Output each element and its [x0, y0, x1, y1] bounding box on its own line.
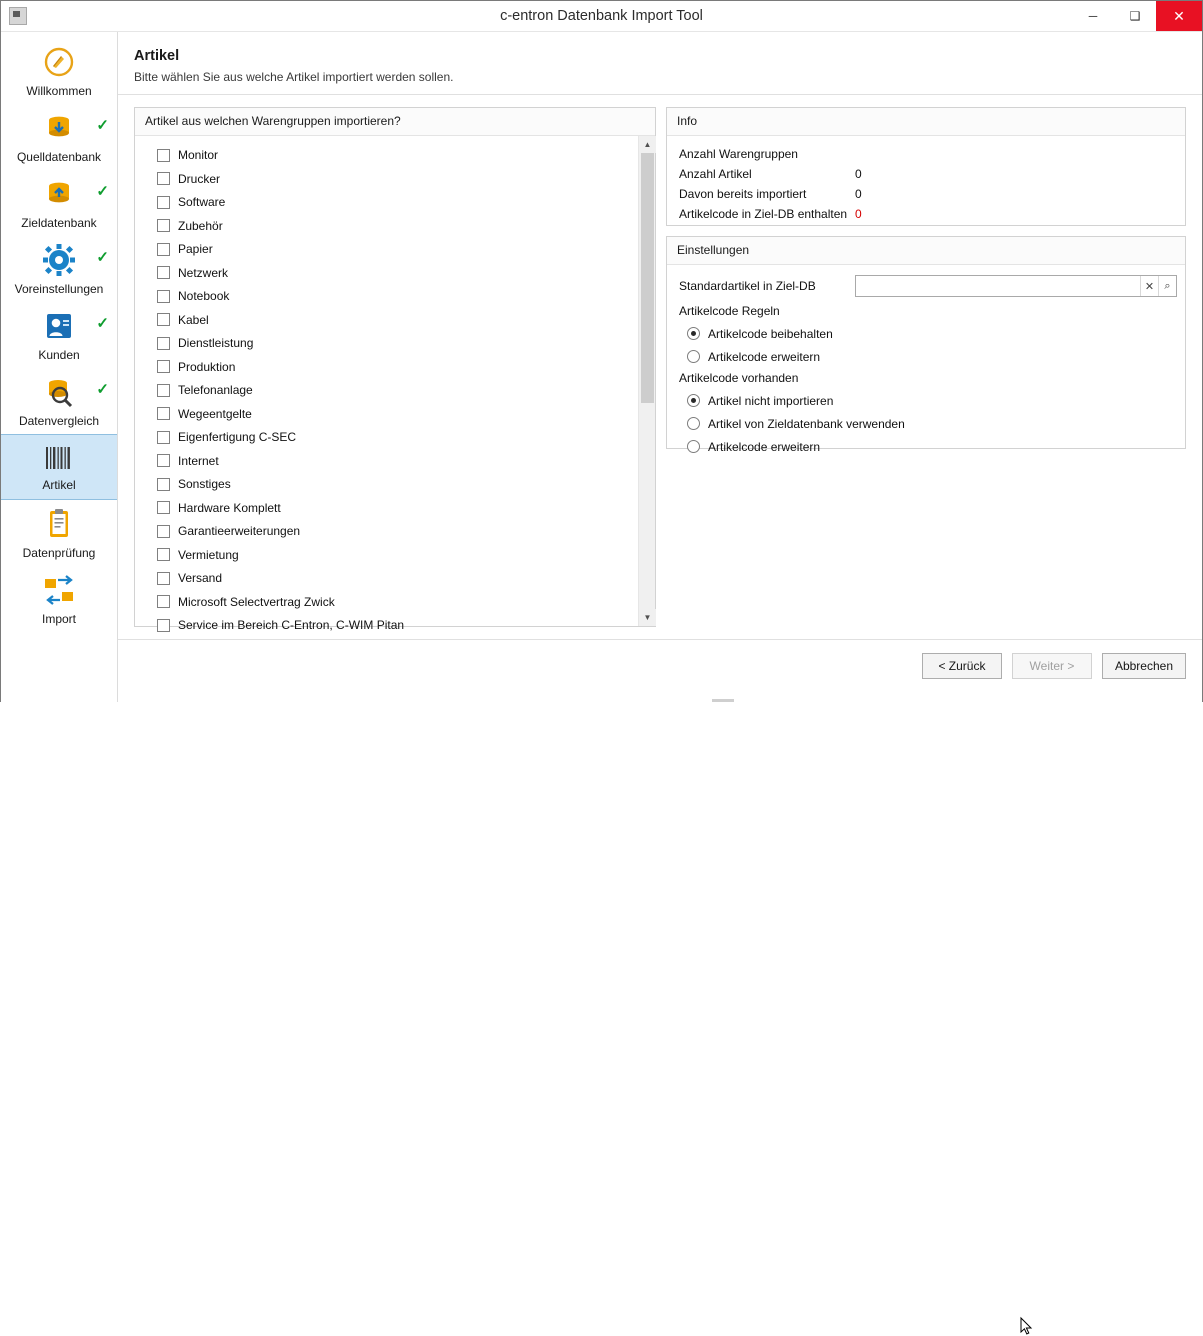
- radio-label: Artikel von Zieldatenbank verwenden: [708, 416, 905, 431]
- radio-row[interactable]: [679, 413, 1185, 434]
- warengruppe-label: Netzwerk: [178, 265, 229, 280]
- warengruppe-label: Drucker: [178, 171, 221, 186]
- warengruppe-row[interactable]: [157, 403, 638, 425]
- info-row-label: Artikelcode in Ziel-DB enthalten: [679, 207, 848, 221]
- info-row-value: 0: [855, 187, 862, 201]
- sidebar-item-label: Zieldatenbank: [21, 215, 97, 230]
- check-icon: ✓: [96, 117, 109, 134]
- radio-icon[interactable]: [687, 394, 700, 407]
- scroll-up-icon[interactable]: ▲: [639, 136, 656, 153]
- scroll-down-icon[interactable]: ▼: [639, 609, 656, 626]
- info-row-value: 0: [855, 167, 862, 181]
- radio-icon[interactable]: [687, 327, 700, 340]
- sidebar-item-label: Voreinstellungen: [14, 281, 104, 296]
- warengruppe-label: Wegeentgelte: [178, 406, 252, 421]
- warengruppe-row[interactable]: [157, 168, 638, 190]
- warengruppe-label: Internet: [178, 453, 219, 468]
- app-icon: [9, 7, 27, 25]
- checkbox-icon[interactable]: [157, 266, 170, 279]
- info-row: [679, 144, 1185, 164]
- radio-row[interactable]: [679, 323, 1185, 344]
- next-button[interactable]: Weiter >: [1012, 653, 1092, 679]
- sidebar-item-voreinstellungen[interactable]: [1, 236, 117, 302]
- sidebar-item-label: Willkommen: [26, 83, 92, 98]
- standardartikel-input-wrap[interactable]: [855, 275, 1177, 297]
- info-row-value: 0: [855, 207, 862, 221]
- warengruppe-label: Software: [178, 195, 226, 209]
- standardartikel-input[interactable]: [856, 276, 1140, 296]
- warengruppe-row[interactable]: [157, 544, 638, 566]
- checkbox-icon[interactable]: [157, 149, 170, 162]
- checkbox-icon[interactable]: [157, 525, 170, 538]
- artikelcode-vorhanden-label: Artikelcode vorhanden: [679, 371, 799, 385]
- radio-row[interactable]: [679, 436, 1185, 457]
- checkbox-icon[interactable]: [157, 595, 170, 608]
- mouse-cursor: [1021, 1318, 1033, 1336]
- warengruppe-row[interactable]: [157, 497, 638, 519]
- panes: [118, 95, 1202, 632]
- warengruppe-label: Zubehör: [178, 218, 223, 233]
- window-content: [1, 32, 1202, 702]
- radio-label: Artikel nicht importieren: [708, 393, 834, 408]
- check-icon: ✓: [96, 249, 109, 266]
- cancel-button[interactable]: Abbrechen: [1102, 653, 1186, 679]
- warengruppe-label: Eigenfertigung C-SEC: [178, 430, 297, 444]
- standardartikel-label: Standardartikel in Ziel-DB: [679, 279, 816, 293]
- info-row: [679, 184, 1185, 204]
- window-controls: [1072, 1, 1202, 31]
- check-icon: ✓: [96, 315, 109, 332]
- clipboard-icon: [42, 507, 76, 541]
- warengruppe-row[interactable]: [157, 356, 638, 378]
- minimize-button[interactable]: ─: [1088, 9, 1098, 23]
- warengruppe-label: Papier: [178, 242, 213, 256]
- clear-icon[interactable]: ✕: [1140, 276, 1158, 296]
- sidebar-item-label: Artikel: [42, 477, 76, 492]
- warengruppe-row[interactable]: [157, 591, 638, 613]
- warengruppe-row[interactable]: [157, 567, 638, 589]
- scrollbar-thumb[interactable]: [641, 153, 654, 403]
- checkbox-icon[interactable]: [157, 243, 170, 256]
- checkbox-icon[interactable]: [157, 501, 170, 514]
- warengruppen-groupbox: [134, 107, 656, 632]
- compass-icon: [42, 45, 76, 79]
- page-subtitle: Bitte wählen Sie aus welche Artikel importiert werden sollen.: [134, 70, 454, 84]
- right-pane: [666, 107, 1186, 627]
- warengruppe-label: Kabel: [178, 312, 209, 327]
- checkbox-icon[interactable]: [157, 337, 170, 350]
- warengruppe-label: Monitor: [178, 148, 219, 162]
- checkbox-icon[interactable]: [157, 384, 170, 397]
- warengruppe-row[interactable]: [157, 332, 638, 354]
- sidebar: [1, 32, 118, 702]
- warengruppe-label: Versand: [178, 571, 223, 585]
- einstellungen-body: [667, 265, 1185, 457]
- warengruppe-row[interactable]: [157, 215, 638, 237]
- database-upload-icon: [42, 177, 76, 211]
- checkbox-icon[interactable]: [157, 290, 170, 303]
- warengruppe-label: Microsoft Selectvertrag Zwick: [178, 594, 335, 609]
- warengruppe-label: Hardware Komplett: [178, 500, 281, 515]
- window-title: c-entron Datenbank Import Tool: [500, 8, 703, 24]
- user-card-icon: [42, 309, 76, 343]
- warengruppe-row[interactable]: [157, 238, 638, 260]
- info-row: [679, 204, 1185, 224]
- footer-buttons: [922, 653, 1186, 679]
- sidebar-item-datenpruefung[interactable]: [1, 500, 117, 566]
- checkbox-icon[interactable]: [157, 478, 170, 491]
- magnifier-database-icon: [42, 375, 76, 409]
- warengruppe-row[interactable]: [157, 262, 638, 284]
- warengruppe-label: Produktion: [178, 359, 236, 374]
- radio-icon[interactable]: [687, 440, 700, 453]
- warengruppe-label: Telefonanlage: [178, 383, 253, 397]
- warengruppe-row[interactable]: [157, 450, 638, 472]
- info-title: Info: [667, 108, 1185, 136]
- warengruppen-scrollbar[interactable]: [638, 136, 655, 626]
- sidebar-item-willkommen[interactable]: [1, 38, 117, 104]
- warengruppen-list[interactable]: [135, 136, 638, 632]
- maximize-button[interactable]: ❑: [1129, 9, 1141, 23]
- info-row: [679, 164, 1185, 184]
- artikelcode-regeln-options: [679, 323, 1185, 367]
- sidebar-item-quelldatenbank[interactable]: [1, 104, 117, 170]
- warengruppe-row[interactable]: [157, 520, 638, 542]
- checkbox-icon[interactable]: [157, 407, 170, 420]
- taskbar-indicator: [712, 699, 734, 702]
- warengruppe-row[interactable]: [157, 379, 638, 401]
- checkbox-icon[interactable]: [157, 431, 170, 444]
- sidebar-item-kunden[interactable]: [1, 302, 117, 368]
- warengruppe-label: Service im Bereich C-Entron, C-WIM Pitan: [178, 618, 405, 632]
- checkbox-icon[interactable]: [157, 360, 170, 373]
- title-bar: [1, 1, 1202, 32]
- search-icon[interactable]: ⌕: [1158, 276, 1176, 296]
- radio-label: Artikelcode beibehalten: [708, 326, 833, 341]
- einstellungen-title: Einstellungen: [667, 237, 1185, 265]
- sidebar-item-artikel[interactable]: [1, 434, 117, 500]
- page-title: Artikel: [134, 48, 180, 64]
- radio-row[interactable]: [679, 346, 1185, 367]
- import-arrows-icon: [42, 573, 76, 607]
- warengruppe-label: Dienstleistung: [178, 336, 254, 350]
- checkbox-icon[interactable]: [157, 219, 170, 232]
- einstellungen-groupbox: [666, 236, 1186, 454]
- radio-row[interactable]: [679, 390, 1185, 411]
- checkbox-icon[interactable]: [157, 572, 170, 585]
- info-rows: [667, 136, 1185, 224]
- checkbox-icon[interactable]: [157, 548, 170, 561]
- radio-icon[interactable]: [687, 417, 700, 430]
- info-row-label: Anzahl Warengruppen: [679, 147, 798, 161]
- check-icon: ✓: [96, 381, 109, 398]
- sidebar-item-datenvergleich[interactable]: [1, 368, 117, 434]
- checkbox-icon[interactable]: [157, 454, 170, 467]
- sidebar-item-import[interactable]: [1, 566, 117, 632]
- footer: [118, 639, 1202, 702]
- close-button[interactable]: ✕: [1156, 1, 1202, 31]
- warengruppe-row[interactable]: [157, 614, 638, 636]
- sidebar-item-label: Datenprüfung: [22, 545, 96, 560]
- checkbox-icon[interactable]: [157, 196, 170, 209]
- radio-label: Artikelcode erweitern: [708, 349, 821, 364]
- warengruppe-row[interactable]: [157, 191, 638, 213]
- main-panel: [118, 32, 1202, 702]
- warengruppe-row[interactable]: [157, 285, 638, 307]
- artikelcode-vorhanden-options: [679, 390, 1185, 457]
- radio-icon[interactable]: [687, 350, 700, 363]
- standardartikel-row: [679, 274, 1185, 298]
- warengruppe-row[interactable]: [157, 426, 638, 448]
- warengruppe-row[interactable]: [157, 309, 638, 331]
- warengruppen-title: Artikel aus welchen Warengruppen importieren?: [135, 108, 655, 136]
- barcode-icon: [42, 443, 76, 473]
- warengruppe-row[interactable]: [157, 144, 638, 166]
- info-row-label: Anzahl Artikel: [679, 167, 752, 181]
- warengruppe-row[interactable]: [157, 473, 638, 495]
- radio-label: Artikelcode erweitern: [708, 439, 821, 454]
- warengruppe-label: Sonstiges: [178, 477, 231, 491]
- sidebar-item-label: Kunden: [38, 347, 80, 362]
- gear-icon: [42, 243, 76, 277]
- sidebar-item-zieldatenbank[interactable]: [1, 170, 117, 236]
- sidebar-item-label: Datenvergleich: [18, 413, 100, 428]
- sidebar-item-label: Quelldatenbank: [16, 149, 102, 164]
- checkbox-icon[interactable]: [157, 313, 170, 326]
- checkbox-icon[interactable]: [157, 172, 170, 185]
- info-row-label: Davon bereits importiert: [679, 187, 807, 201]
- info-groupbox: [666, 107, 1186, 226]
- checkbox-icon[interactable]: [157, 619, 170, 632]
- artikelcode-regeln-label: Artikelcode Regeln: [679, 304, 780, 318]
- warengruppe-label: Notebook: [178, 289, 230, 303]
- check-icon: ✓: [96, 183, 109, 200]
- page-header: [118, 32, 1202, 95]
- warengruppe-label: Garantieerweiterungen: [178, 524, 301, 538]
- back-button[interactable]: < Zurück: [922, 653, 1002, 679]
- database-download-icon: [42, 111, 76, 145]
- warengruppen-list-area: [135, 136, 655, 632]
- sidebar-item-label: Import: [41, 611, 76, 626]
- warengruppe-label: Vermietung: [178, 547, 239, 562]
